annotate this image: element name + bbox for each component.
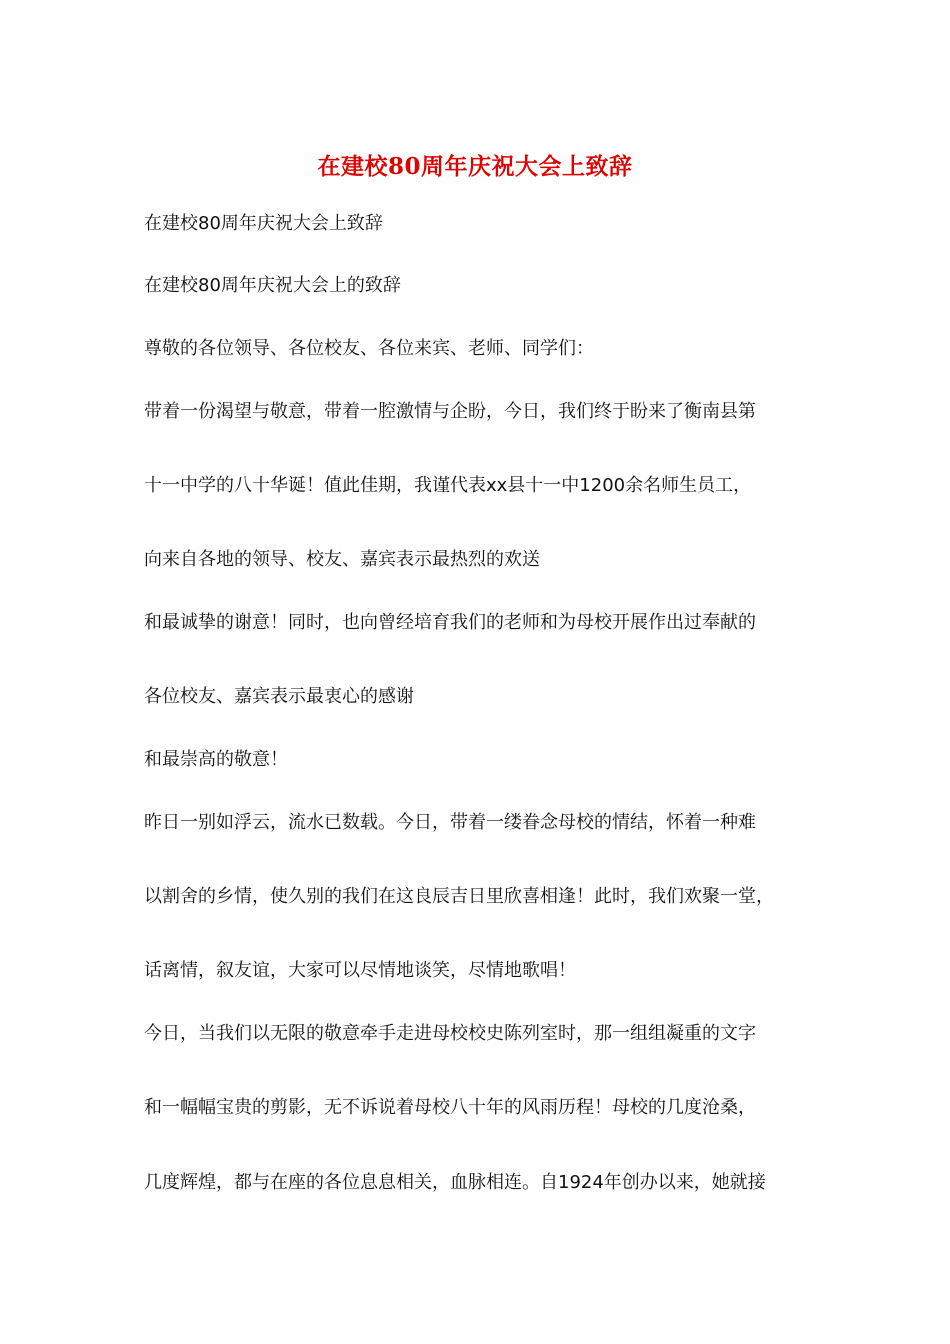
text-line: 在建校80周年庆祝大会上的致辞 [144, 275, 401, 296]
text-line: 向来自各地的领导、校友、嘉宾表示最热烈的欢送 [144, 549, 540, 570]
text-line: 以割舍的乡情，使久别的我们在这良辰吉日里欣喜相逢！此时，我们欢聚一堂， [144, 886, 774, 907]
text-line: 话离情，叙友谊，大家可以尽情地谈笑，尽情地歌唱！ [144, 960, 576, 981]
document-title: 在建校80周年庆祝大会上致辞 [317, 153, 633, 180]
text-line: 十一中学的八十华诞！值此佳期，我谨代表xx县十一中1200余名师生员工， [144, 475, 752, 496]
text-line: 和一幅幅宝贵的剪影，无不诉说着母校八十年的风雨历程！母校的几度沧桑， [144, 1097, 756, 1118]
text-line: 尊敬的各位领导、各位校友、各位来宾、老师、同学们： [144, 338, 594, 359]
text-line: 几度辉煌，都与在座的各位息息相关，血脉相连。自1924年创办以来，她就接 [144, 1172, 766, 1193]
text-line: 和最诚挚的谢意！同时，也向曾经培育我们的老师和为母校开展作出过奉献的 [144, 612, 756, 633]
text-line: 今日，当我们以无限的敬意牵手走进母校校史陈列室时，那一组组凝重的文字 [144, 1023, 756, 1044]
text-line: 带着一份渴望与敬意，带着一腔激情与企盼，今日，我们终于盼来了衡南县第 [144, 401, 756, 422]
text-line: 和最崇高的敬意！ [144, 749, 288, 770]
text-line: 昨日一别如浮云，流水已数载。今日，带着一缕眷念母校的情结，怀着一种难 [144, 812, 756, 833]
text-line: 在建校80周年庆祝大会上致辞 [144, 213, 383, 234]
text-line: 各位校友、嘉宾表示最衷心的感谢 [144, 686, 414, 707]
